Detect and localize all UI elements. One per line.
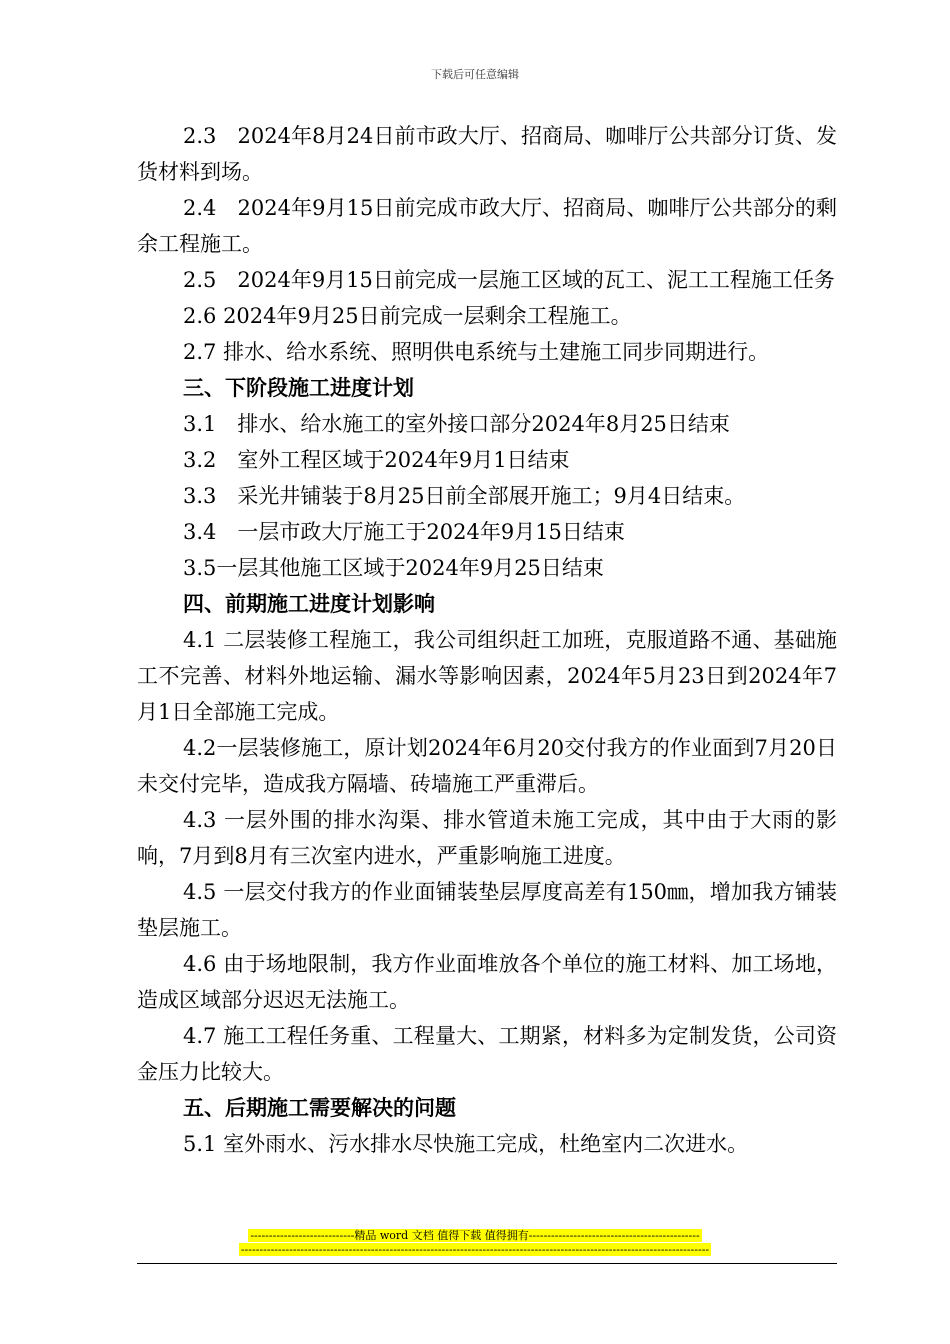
header-note: 下载后可任意编辑: [431, 68, 519, 81]
paragraph-4-3: 4.3 一层外围的排水沟渠、排水管道未施工完成，其中由于大雨的影响，7月到8月有三次室内进水，严重影响施工进度。: [137, 808, 837, 868]
section-heading-3: 三、下阶段施工进度计划: [183, 375, 414, 400]
footer-divider: [137, 1263, 837, 1264]
paragraph-2-4: 2.4 2024年9月15日前完成市政大厅、招商局、咖啡厅公共部分的剩余工程施工。: [137, 196, 837, 256]
paragraph-4-1: 4.1 二层装修工程施工，我公司组织赶工加班，克服道路不通、基础施工不完善、材料外地运输、漏水等影响因素，2024年5月23日到2024年7月1日全部施工完成。: [137, 628, 837, 724]
paragraph-3-1: 3.1 排水、给水施工的室外接口部分2024年8月25日结束: [183, 412, 730, 436]
paragraph-4-6: 4.6 由于场地限制，我方作业面堆放各个单位的施工材料、加工场地，造成区域部分迟迟无法施工。: [137, 952, 837, 1012]
footer-banner-line-2: ------------------------------------------------------------------------------------------------------------------------------: [240, 1243, 710, 1256]
paragraph-3-2: 3.2 室外工程区域于2024年9月1日结束: [183, 448, 570, 472]
paragraph-2-6: 2.6 2024年9月25日前完成一层剩余工程施工。: [183, 304, 632, 328]
paragraph-3-4: 3.4 一层市政大厅施工于2024年9月15日结束: [183, 520, 625, 544]
section-heading-4: 四、前期施工进度计划影响: [183, 591, 435, 616]
footer-banner: [0, 1229, 950, 1257]
paragraph-5-1: 5.1 室外雨水、污水排水尽快施工完成，杜绝室内二次进水。: [183, 1132, 749, 1156]
paragraph-3-3: 3.3 采光井铺装于8月25日前全部展开施工；9月4日结束。: [183, 484, 746, 508]
paragraph-4-2: 4.2一层装修施工，原计划2024年6月20交付我方的作业面到7月20日未交付完毕，造成我方隔墙、砖墙施工严重滞后。: [137, 736, 837, 796]
paragraph-2-7: 2.7 排水、给水系统、照明供电系统与土建施工同步同期进行。: [183, 340, 770, 364]
paragraph-4-7: 4.7 施工工程任务重、工程量大、工期紧，材料多为定制发货，公司资金压力比较大。: [137, 1024, 837, 1084]
paragraph-4-5: 4.5 一层交付我方的作业面铺装垫层厚度高差有150㎜，增加我方铺装垫层施工。: [137, 880, 837, 940]
paragraph-3-5: 3.5一层其他施工区域于2024年9月25日结束: [183, 556, 604, 580]
document-body: [137, 118, 837, 1162]
paragraph-2-5: 2.5 2024年9月15日前完成一层施工区域的瓦工、泥工工程施工任务: [183, 268, 835, 292]
section-heading-5: 五、后期施工需要解决的问题: [183, 1095, 456, 1120]
footer-banner-line-1: ----------------------------精品 word 文档 值得下载 值得拥有----------------------------------------------: [250, 1229, 700, 1242]
paragraph-2-3: 2.3 2024年8月24日前市政大厅、招商局、咖啡厅公共部分订货、发货材料到场。: [137, 124, 837, 184]
